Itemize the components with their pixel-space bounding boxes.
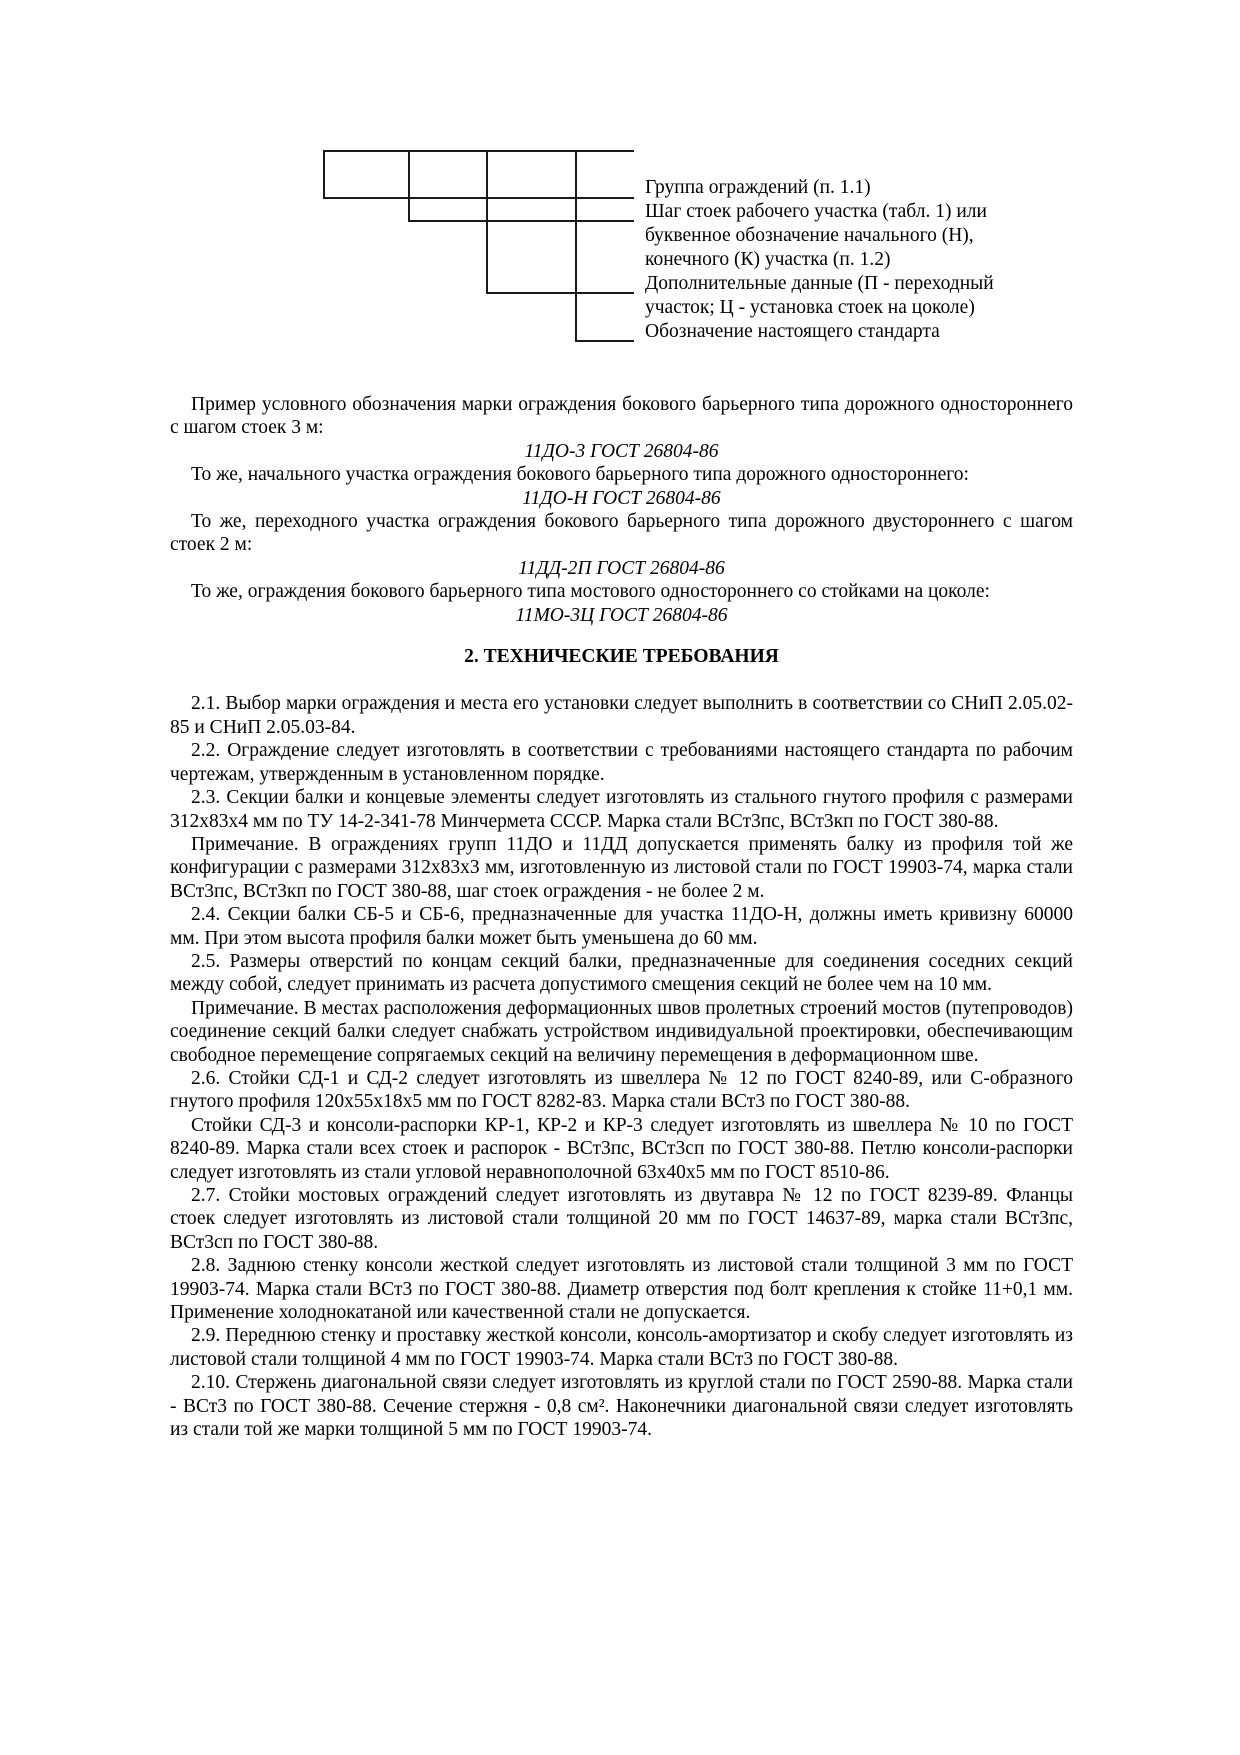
designation-1: 11ДО-3 ГОСТ 26804-86	[524, 440, 719, 462]
designation-3: 11ДД-2П ГОСТ 26804-86	[518, 557, 725, 579]
note-2-5: Примечание. В местах расположения деформационных швов пролетных строений мостов (путепроводов) соединение секций балки следует снабжать устройством индивидуальной проектировки, обеспечивающим свободное перемещение сопрягаемых секций на величину перемещения в деформационном шве.	[170, 997, 1073, 1066]
paragraph-2-2: 2.2. Ограждение следует изготовлять в соответствии с требованиями настоящего стандарта по рабочим чертежам, утвержденным в установленном порядке.	[170, 740, 1073, 785]
diagram-label-group: Группа ограждений (п. 1.1)	[645, 177, 871, 198]
paragraph-2-3: 2.3. Секции балки и концевые элементы следует изготовлять из стального гнутого профиля с размерами 312х83х4 мм по ТУ 14-2-341-78 Минчермета СССР. Марка стали ВСт3пс, ВСт3кп по ГОСТ 380-88.	[170, 787, 1073, 832]
paragraph-2-1: 2.1. Выбор марки ограждения и места его установки следует выполнить в соответствии со СНиП 2.05.02-85 и СНиП 2.05.03-84.	[170, 693, 1073, 738]
paragraph-2-4: 2.4. Секции балки СБ-5 и СБ-6, предназначенные для участка 11ДО-Н, должны иметь кривизну 60000 мм. При этом высота профиля балки может быть уменьшена до 60 мм.	[170, 904, 1073, 949]
paragraph-2-10: 2.10. Стержень диагональной связи следует изготовлять из круглой стали по ГОСТ 2590-88. Марка стали - ВСт3 по ГОСТ 380-88. Сечение стержня - 0,8 см². Наконечники диагональной связи следует изготовлять из стали той же марки толщиной 5 мм по ГОСТ 19903-74.	[170, 1372, 1073, 1441]
diagram-vline-3	[486, 150, 488, 294]
diagram-label-additional-1: Дополнительные данные (П - переходный	[645, 273, 994, 294]
paragraph-2-9: 2.9. Переднюю стенку и проставку жесткой консоли, консоль-амортизатор и скобу следует изготовлять из листовой стали толщиной 4 мм по ГОСТ 19903-74. Марка стали ВСт3 по ГОСТ 380-88.	[170, 1325, 1073, 1370]
diagram-top-line	[323, 150, 634, 152]
note-2-3: Примечание. В ограждениях групп 11ДО и 11ДД допускается применять балку из профиля той же конфигурации с размерами 312х83х3 мм, изготовленную из листовой стали по ГОСТ 19903-74, марка стали ВСт3пс, ВСт3кп по ГОСТ 380-88, шаг стоек ограждения - не более 2 м.	[170, 833, 1073, 902]
example-intro-3: То же, переходного участка ограждения бокового барьерного типа дорожного двустороннего с шагом стоек 2 м:	[170, 511, 1073, 556]
diagram-vline-1	[323, 150, 325, 199]
section-2-heading: 2. ТЕХНИЧЕСКИЕ ТРЕБОВАНИЯ	[464, 646, 779, 668]
diagram-label-step-3: конечного (К) участка (п. 1.2)	[645, 249, 891, 270]
diagram-label-standard: Обозначение настоящего стандарта	[645, 321, 940, 342]
marking-scheme-diagram	[0, 0, 1240, 360]
paragraph-2-5: 2.5. Размеры отверстий по концам секций балки, предназначенные для соединения соседних секций между собой, следует принимать из расчета допустимого смещения секций не более чем на 10 мм.	[170, 950, 1073, 996]
document-body	[170, 393, 1073, 1441]
designation-2: 11ДО-Н ГОСТ 26804-86	[522, 487, 721, 509]
paragraph-2-6: 2.6. Стойки СД-1 и СД-2 следует изготовлять из швеллера № 12 по ГОСТ 8240-89, или С-образного гнутого профиля 120х55х18х5 мм по ГОСТ 8282-83. Марка стали ВСт3 по ГОСТ 380-88.	[170, 1067, 1073, 1113]
diagram-label-block	[645, 176, 994, 344]
diagram-label-step-1: Шаг стоек рабочего участка (табл. 1) или	[645, 201, 987, 222]
diagram-label-additional-2: участок; Ц - установка стоек на цоколе)	[645, 297, 975, 318]
paragraph-2-8: 2.8. Заднюю стенку консоли жесткой следует изготовлять из листовой стали толщиной 3 мм по ГОСТ 19903-74. Марка стали ВСт3 по ГОСТ 380-88. Диаметр отверстия под болт крепления к стойке 11+0,1 мм. Применение холоднокатаной или качественной стали не допускается.	[170, 1255, 1073, 1324]
diagram-vline-4	[575, 150, 577, 342]
diagram-leader-step	[408, 220, 634, 222]
example-intro-1: Пример условного обозначения марки ограждения бокового барьерного типа дорожного одностороннего с шагом стоек 3 м:	[170, 394, 1073, 439]
diagram-leader-standard	[575, 340, 634, 342]
diagram-label-step-2: буквенное обозначение начального (Н),	[645, 225, 974, 246]
paragraph-2-6-continued: Стойки СД-3 и консоли-распорки КР-1, КР-2 и КР-3 следует изготовлять из швеллера № 10 по ГОСТ 8240-89. Марка стали всех стоек и распорок - ВСт3пс, ВСт3сп по ГОСТ 380-88. Петлю консоли-распорки следует изготовлять из стали угловой неравнополочной 63х40х5 мм по ГОСТ 8510-86.	[170, 1114, 1073, 1183]
diagram-vline-2	[408, 150, 410, 222]
paragraph-2-7: 2.7. Стойки мостовых ограждений следует изготовлять из двутавра № 12 по ГОСТ 8239-89. Фланцы стоек следует изготовлять из листовой стали толщиной 20 мм по ГОСТ 14637-89, марка стали ВСт3пс, ВСт3сп по ГОСТ 380-88.	[170, 1185, 1073, 1253]
example-intro-4: То же, ограждения бокового барьерного типа мостового одностороннего со стойками на цоколе:	[191, 581, 990, 603]
diagram-leader-additional	[486, 292, 634, 294]
example-intro-2: То же, начального участка ограждения бокового барьерного типа дорожного одностороннего:	[191, 464, 969, 486]
diagram-leader-group	[323, 197, 634, 199]
designation-4: 11МО-3Ц ГОСТ 26804-86	[515, 604, 728, 626]
